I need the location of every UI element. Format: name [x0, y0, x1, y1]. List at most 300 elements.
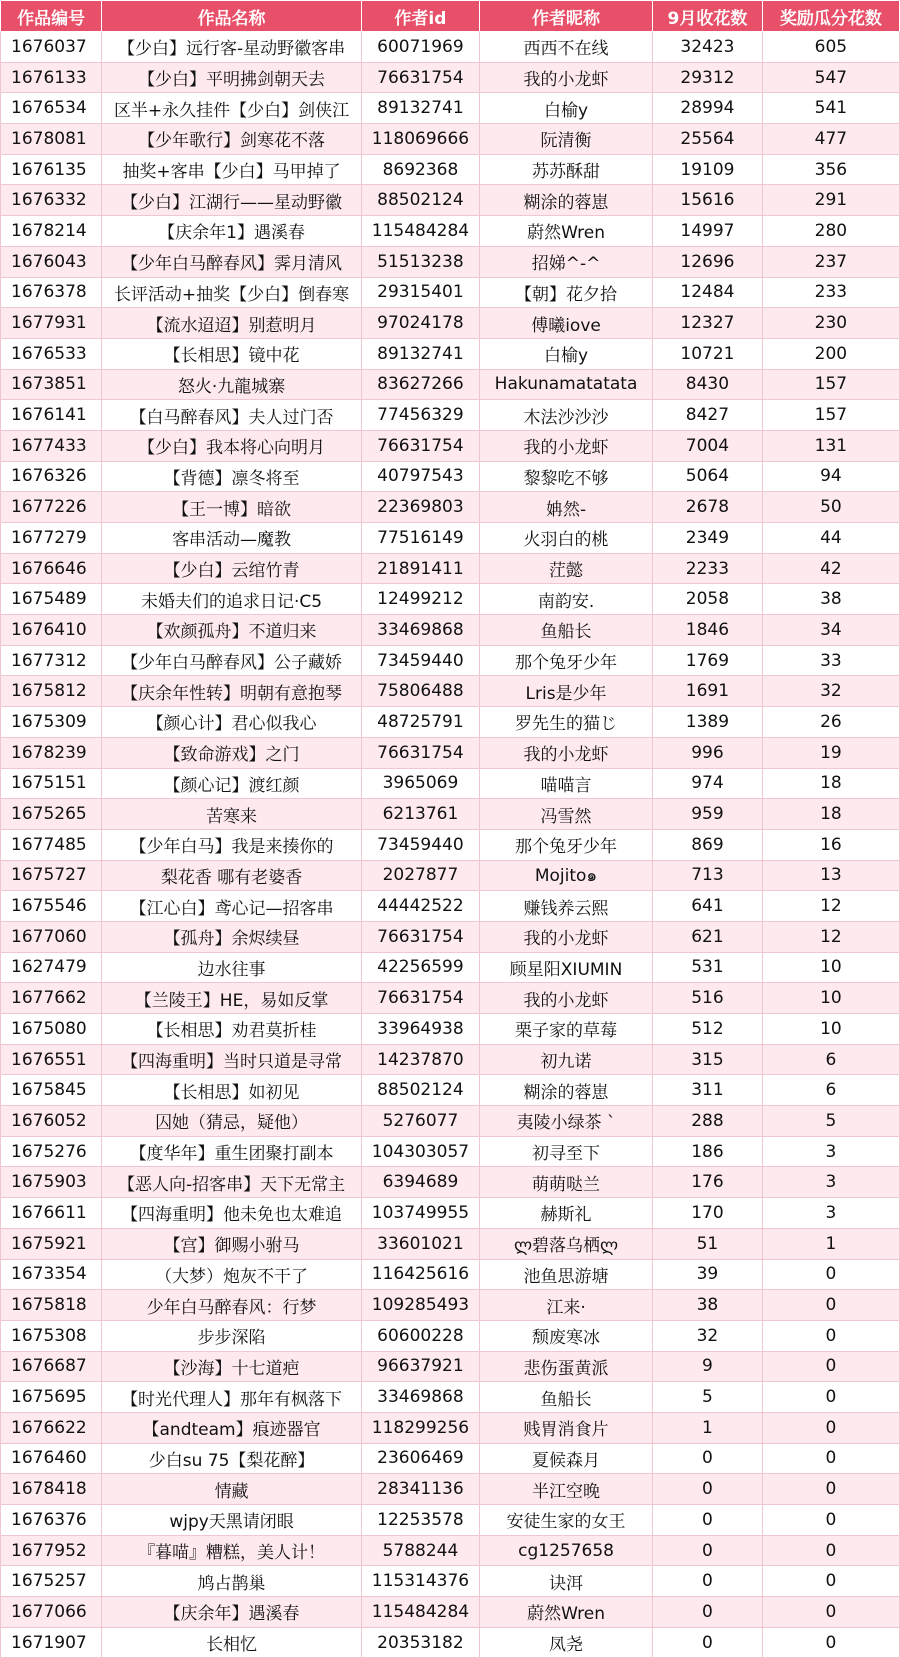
author-nickname-cell: 那个兔牙少年 — [480, 645, 653, 676]
table-row — [1, 983, 900, 1014]
reward-flowers-cell: 13 — [762, 860, 899, 891]
september-flowers-cell: 2349 — [653, 523, 763, 554]
author-id-cell: 73459440 — [361, 829, 479, 860]
table-row — [1, 584, 900, 615]
author-nickname-cell: 茳懿 — [480, 553, 653, 584]
table-row — [1, 308, 900, 339]
author-nickname-cell: 白榆y — [480, 338, 653, 369]
work-id-cell: 1676043 — [1, 246, 102, 277]
table-row — [1, 1290, 900, 1321]
work-id-cell: 1627479 — [1, 952, 102, 983]
reward-flowers-cell: 541 — [762, 93, 899, 124]
author-id-cell: 89132741 — [361, 93, 479, 124]
table-row — [1, 1443, 900, 1474]
work-id-cell: 1675308 — [1, 1320, 102, 1351]
table-row — [1, 1167, 900, 1198]
work-title-cell: 【少白】平明拂剑朝天去 — [102, 62, 362, 93]
author-nickname-cell: 罗先生的猫じ — [480, 707, 653, 738]
work-title-cell: 【孤舟】余烬续昼 — [102, 921, 362, 952]
author-id-cell: 104303057 — [361, 1136, 479, 1167]
work-title-cell: 【颜心记】渡红颜 — [102, 768, 362, 799]
reward-flowers-cell: 10 — [762, 952, 899, 983]
september-flowers-cell: 713 — [653, 860, 763, 891]
author-nickname-cell: Mojito๑ — [480, 860, 653, 891]
september-flowers-cell: 0 — [653, 1597, 763, 1628]
work-id-cell: 1676410 — [1, 615, 102, 646]
table-row — [1, 1474, 900, 1505]
work-id-cell: 1677485 — [1, 829, 102, 860]
reward-flowers-cell: 12 — [762, 891, 899, 922]
work-title-cell: 【江心白】鸢心记—招客串 — [102, 891, 362, 922]
reward-flowers-cell: 33 — [762, 645, 899, 676]
table-row — [1, 676, 900, 707]
september-flowers-cell: 0 — [653, 1505, 763, 1536]
work-id-cell: 1676135 — [1, 154, 102, 185]
author-id-cell: 51513238 — [361, 246, 479, 277]
work-id-cell: 1675080 — [1, 1014, 102, 1045]
author-id-cell: 96637921 — [361, 1351, 479, 1382]
work-id-cell: 1678214 — [1, 216, 102, 247]
work-title-cell: 【颜心计】君心似我心 — [102, 707, 362, 738]
work-id-cell: 1675276 — [1, 1136, 102, 1167]
work-title-cell: 步步深陷 — [102, 1320, 362, 1351]
work-title-cell: 【欢颜孤舟】不道归来 — [102, 615, 362, 646]
september-flowers-cell: 8430 — [653, 369, 763, 400]
september-flowers-cell: 516 — [653, 983, 763, 1014]
author-nickname-cell: 萌萌哒兰 — [480, 1167, 653, 1198]
author-nickname-cell: 火羽白的桃 — [480, 523, 653, 554]
table-row — [1, 1597, 900, 1628]
author-nickname-cell: 白榆y — [480, 93, 653, 124]
reward-flowers-cell: 34 — [762, 615, 899, 646]
table-header — [1, 1, 900, 32]
table-body — [1, 32, 900, 1658]
september-flowers-cell: 38 — [653, 1290, 763, 1321]
author-nickname-cell: 顾星阳XIUMIN — [480, 952, 653, 983]
work-title-cell: 未婚夫们的追求日记·C5 — [102, 584, 362, 615]
work-title-cell: 【长相思】劝君莫折桂 — [102, 1014, 362, 1045]
table-row — [1, 1320, 900, 1351]
work-id-cell: 1675489 — [1, 584, 102, 615]
reward-flowers-cell: 157 — [762, 400, 899, 431]
author-id-cell: 75806488 — [361, 676, 479, 707]
work-title-cell: 【庆余年1】遇溪春 — [102, 216, 362, 247]
header-work-id: 作品编号 — [1, 1, 102, 32]
september-flowers-cell: 8427 — [653, 400, 763, 431]
author-id-cell: 12499212 — [361, 584, 479, 615]
reward-flowers-cell: 605 — [762, 32, 899, 63]
september-flowers-cell: 176 — [653, 1167, 763, 1198]
work-title-cell: 【长相思】如初见 — [102, 1075, 362, 1106]
work-title-cell: 【四海重明】他未免也太难追 — [102, 1198, 362, 1229]
author-nickname-cell: cg1257658 — [480, 1535, 653, 1566]
author-nickname-cell: 初寻至下 — [480, 1136, 653, 1167]
work-id-cell: 1675265 — [1, 799, 102, 830]
author-id-cell: 21891411 — [361, 553, 479, 584]
reward-flowers-cell: 3 — [762, 1136, 899, 1167]
work-title-cell: 【宫】御赐小驸马 — [102, 1228, 362, 1259]
author-id-cell: 20353182 — [361, 1627, 479, 1658]
september-flowers-cell: 288 — [653, 1106, 763, 1137]
table-row — [1, 952, 900, 983]
author-nickname-cell: 傅曦iove — [480, 308, 653, 339]
reward-flowers-cell: 32 — [762, 676, 899, 707]
table-row — [1, 93, 900, 124]
table-row — [1, 154, 900, 185]
reward-flowers-cell: 12 — [762, 921, 899, 952]
table-row — [1, 523, 900, 554]
table-row — [1, 246, 900, 277]
september-flowers-cell: 531 — [653, 952, 763, 983]
reward-flowers-cell: 6 — [762, 1075, 899, 1106]
table-row — [1, 707, 900, 738]
september-flowers-cell: 2233 — [653, 553, 763, 584]
work-id-cell: 1676141 — [1, 400, 102, 431]
september-flowers-cell: 2058 — [653, 584, 763, 615]
reward-flowers-cell: 547 — [762, 62, 899, 93]
author-nickname-cell: Lris是少年 — [480, 676, 653, 707]
table-row — [1, 400, 900, 431]
table-row — [1, 216, 900, 247]
table-row — [1, 1535, 900, 1566]
author-nickname-cell: 鱼船长 — [480, 1382, 653, 1413]
work-title-cell: 【沙海】十七道疤 — [102, 1351, 362, 1382]
table-row — [1, 1505, 900, 1536]
table-row — [1, 1228, 900, 1259]
september-flowers-cell: 974 — [653, 768, 763, 799]
author-nickname-cell: 我的小龙虾 — [480, 921, 653, 952]
reward-flowers-cell: 0 — [762, 1443, 899, 1474]
table-row — [1, 1075, 900, 1106]
reward-flowers-cell: 237 — [762, 246, 899, 277]
work-title-cell: 『暮喵』糟糕，美人计！ — [102, 1535, 362, 1566]
author-id-cell: 60071969 — [361, 32, 479, 63]
september-flowers-cell: 186 — [653, 1136, 763, 1167]
reward-flowers-cell: 356 — [762, 154, 899, 185]
reward-flowers-cell: 50 — [762, 492, 899, 523]
september-flowers-cell: 12327 — [653, 308, 763, 339]
september-flowers-cell: 311 — [653, 1075, 763, 1106]
author-nickname-cell: 黎黎吃不够 — [480, 461, 653, 492]
september-flowers-cell: 1846 — [653, 615, 763, 646]
september-flowers-cell: 996 — [653, 737, 763, 768]
author-id-cell: 29315401 — [361, 277, 479, 308]
september-flowers-cell: 0 — [653, 1566, 763, 1597]
reward-flowers-cell: 291 — [762, 185, 899, 216]
work-id-cell: 1678239 — [1, 737, 102, 768]
work-title-cell: 长评活动+抽奖【少白】倒春寒 — [102, 277, 362, 308]
author-id-cell: 6394689 — [361, 1167, 479, 1198]
author-nickname-cell: 木法沙沙沙 — [480, 400, 653, 431]
september-flowers-cell: 15616 — [653, 185, 763, 216]
table-row — [1, 124, 900, 155]
work-id-cell: 1675695 — [1, 1382, 102, 1413]
work-id-cell: 1677312 — [1, 645, 102, 676]
table-row — [1, 615, 900, 646]
work-title-cell: 【庆余年性转】明朝有意抱琴 — [102, 676, 362, 707]
september-flowers-cell: 1 — [653, 1412, 763, 1443]
september-flowers-cell: 7004 — [653, 430, 763, 461]
september-flowers-cell: 9 — [653, 1351, 763, 1382]
work-id-cell: 1675845 — [1, 1075, 102, 1106]
author-id-cell: 73459440 — [361, 645, 479, 676]
table-row — [1, 1412, 900, 1443]
work-id-cell: 1676378 — [1, 277, 102, 308]
work-title-cell: 【时光代理人】那年有枫落下 — [102, 1382, 362, 1413]
reward-flowers-cell: 10 — [762, 983, 899, 1014]
september-flowers-cell: 39 — [653, 1259, 763, 1290]
work-id-cell: 1677279 — [1, 523, 102, 554]
author-nickname-cell: 诀洱 — [480, 1566, 653, 1597]
september-flowers-cell: 1769 — [653, 645, 763, 676]
table-row — [1, 1136, 900, 1167]
work-title-cell: 【少年白马】我是来揍你的 — [102, 829, 362, 860]
work-title-cell: 客串活动—魔教 — [102, 523, 362, 554]
author-nickname-cell: 南韵安. — [480, 584, 653, 615]
work-id-cell: 1676646 — [1, 553, 102, 584]
author-nickname-cell: 我的小龙虾 — [480, 983, 653, 1014]
september-flowers-cell: 869 — [653, 829, 763, 860]
author-nickname-cell: 贱胃消食片 — [480, 1412, 653, 1443]
header-row — [1, 1, 900, 32]
author-id-cell: 76631754 — [361, 430, 479, 461]
author-nickname-cell: 姌然- — [480, 492, 653, 523]
work-id-cell: 1676037 — [1, 32, 102, 63]
work-id-cell: 1676133 — [1, 62, 102, 93]
table-row — [1, 1259, 900, 1290]
author-nickname-cell: 夷陵小绿茶 ` — [480, 1106, 653, 1137]
author-id-cell: 22369803 — [361, 492, 479, 523]
reward-flowers-cell: 0 — [762, 1382, 899, 1413]
work-id-cell: 1676460 — [1, 1443, 102, 1474]
author-nickname-cell: 半江空晚 — [480, 1474, 653, 1505]
reward-flowers-cell: 94 — [762, 461, 899, 492]
table-row — [1, 768, 900, 799]
author-nickname-cell: 赫斯礼 — [480, 1198, 653, 1229]
work-id-cell: 1677931 — [1, 308, 102, 339]
header-september-flowers: 9月收花数 — [653, 1, 763, 32]
author-id-cell: 60600228 — [361, 1320, 479, 1351]
reward-flowers-cell: 26 — [762, 707, 899, 738]
table-row — [1, 645, 900, 676]
author-nickname-cell: 初九诺 — [480, 1044, 653, 1075]
work-title-cell: 【少年歌行】剑寒花不落 — [102, 124, 362, 155]
author-nickname-cell: 安徒生家的女王 — [480, 1505, 653, 1536]
work-title-cell: 【长相思】镜中花 — [102, 338, 362, 369]
work-id-cell: 1675546 — [1, 891, 102, 922]
author-id-cell: 42256599 — [361, 952, 479, 983]
author-id-cell: 12253578 — [361, 1505, 479, 1536]
reward-flowers-cell: 0 — [762, 1597, 899, 1628]
author-id-cell: 33601021 — [361, 1228, 479, 1259]
author-id-cell: 115484284 — [361, 216, 479, 247]
work-title-cell: 【兰陵王】HE，易如反掌 — [102, 983, 362, 1014]
september-flowers-cell: 1389 — [653, 707, 763, 738]
author-id-cell: 44442522 — [361, 891, 479, 922]
author-nickname-cell: 招娣^-^ — [480, 246, 653, 277]
table-row — [1, 338, 900, 369]
author-id-cell: 3965069 — [361, 768, 479, 799]
work-title-cell: 区半+永久挂件【少白】剑侠江 — [102, 93, 362, 124]
reward-flowers-cell: 3 — [762, 1198, 899, 1229]
table-row — [1, 1106, 900, 1137]
work-title-cell: 长相忆 — [102, 1627, 362, 1658]
reward-flowers-cell: 233 — [762, 277, 899, 308]
reward-flowers-cell: 42 — [762, 553, 899, 584]
reward-flowers-cell: 18 — [762, 768, 899, 799]
september-flowers-cell: 12696 — [653, 246, 763, 277]
author-nickname-cell: 冯雪然 — [480, 799, 653, 830]
author-id-cell: 14237870 — [361, 1044, 479, 1075]
author-nickname-cell: 凤尧 — [480, 1627, 653, 1658]
author-nickname-cell: 西西不在线 — [480, 32, 653, 63]
work-id-cell: 1675151 — [1, 768, 102, 799]
table-row — [1, 921, 900, 952]
author-id-cell: 115314376 — [361, 1566, 479, 1597]
work-id-cell: 1676533 — [1, 338, 102, 369]
september-flowers-cell: 0 — [653, 1535, 763, 1566]
september-flowers-cell: 315 — [653, 1044, 763, 1075]
work-id-cell: 1676332 — [1, 185, 102, 216]
author-id-cell: 97024178 — [361, 308, 479, 339]
reward-flowers-cell: 18 — [762, 799, 899, 830]
reward-flowers-cell: 3 — [762, 1167, 899, 1198]
reward-flowers-cell: 280 — [762, 216, 899, 247]
reward-flowers-cell: 16 — [762, 829, 899, 860]
september-flowers-cell: 621 — [653, 921, 763, 952]
september-flowers-cell: 51 — [653, 1228, 763, 1259]
author-id-cell: 76631754 — [361, 737, 479, 768]
author-id-cell: 33469868 — [361, 615, 479, 646]
work-title-cell: 怒火·九龍城寨 — [102, 369, 362, 400]
reward-flowers-cell: 0 — [762, 1351, 899, 1382]
work-id-cell: 1678418 — [1, 1474, 102, 1505]
author-nickname-cell: 我的小龙虾 — [480, 737, 653, 768]
work-title-cell: 【庆余年】遇溪春 — [102, 1597, 362, 1628]
work-id-cell: 1671907 — [1, 1627, 102, 1658]
work-title-cell: 【致命游戏】之门 — [102, 737, 362, 768]
work-title-cell: 【四海重明】当时只道是寻常 — [102, 1044, 362, 1075]
author-id-cell: 8692368 — [361, 154, 479, 185]
table-row — [1, 492, 900, 523]
table-row — [1, 430, 900, 461]
september-flowers-cell: 12484 — [653, 277, 763, 308]
reward-flowers-cell: 0 — [762, 1259, 899, 1290]
reward-flowers-cell: 5 — [762, 1106, 899, 1137]
author-nickname-cell: ლ碧落乌栖ლ — [480, 1228, 653, 1259]
author-nickname-cell: 池鱼思游塘 — [480, 1259, 653, 1290]
work-id-cell: 1675921 — [1, 1228, 102, 1259]
work-id-cell: 1676551 — [1, 1044, 102, 1075]
work-title-cell: 【背德】凛冬将至 — [102, 461, 362, 492]
header-work-title: 作品名称 — [102, 1, 362, 32]
author-id-cell: 77516149 — [361, 523, 479, 554]
header-reward-flowers: 奖励瓜分花数 — [762, 1, 899, 32]
reward-flowers-cell: 0 — [762, 1535, 899, 1566]
table-row — [1, 891, 900, 922]
work-title-cell: 少年白马醉春风：行梦 — [102, 1290, 362, 1321]
work-id-cell: 1677066 — [1, 1597, 102, 1628]
work-title-cell: 【少白】江湖行——星动野徽 — [102, 185, 362, 216]
september-flowers-cell: 170 — [653, 1198, 763, 1229]
september-flowers-cell: 32423 — [653, 32, 763, 63]
work-id-cell: 1677226 — [1, 492, 102, 523]
work-id-cell: 1676687 — [1, 1351, 102, 1382]
author-nickname-cell: Hakunamatatata — [480, 369, 653, 400]
work-title-cell: 囚她（猜忌，疑他） — [102, 1106, 362, 1137]
author-nickname-cell: 颓废寒冰 — [480, 1320, 653, 1351]
author-id-cell: 5788244 — [361, 1535, 479, 1566]
september-flowers-cell: 28994 — [653, 93, 763, 124]
table-row — [1, 461, 900, 492]
reward-flowers-cell: 200 — [762, 338, 899, 369]
work-id-cell: 1675818 — [1, 1290, 102, 1321]
september-flowers-cell: 19109 — [653, 154, 763, 185]
table-row — [1, 1198, 900, 1229]
author-id-cell: 2027877 — [361, 860, 479, 891]
work-id-cell: 1678081 — [1, 124, 102, 155]
author-id-cell: 6213761 — [361, 799, 479, 830]
author-nickname-cell: 苏苏酥甜 — [480, 154, 653, 185]
work-title-cell: 【少年白马醉春风】霁月清风 — [102, 246, 362, 277]
table-row — [1, 829, 900, 860]
reward-flowers-cell: 0 — [762, 1505, 899, 1536]
table-row — [1, 1566, 900, 1597]
work-id-cell: 1675727 — [1, 860, 102, 891]
work-title-cell: 【少白】远行客-星动野徽客串 — [102, 32, 362, 63]
september-flowers-cell: 32 — [653, 1320, 763, 1351]
work-title-cell: 【恶人向-招客串】天下无常主 — [102, 1167, 362, 1198]
author-id-cell: 28341136 — [361, 1474, 479, 1505]
work-id-cell: 1676611 — [1, 1198, 102, 1229]
work-title-cell: 少白su 75【梨花醉】 — [102, 1443, 362, 1474]
reward-flowers-cell: 131 — [762, 430, 899, 461]
reward-flowers-cell: 10 — [762, 1014, 899, 1045]
work-id-cell: 1675812 — [1, 676, 102, 707]
reward-flowers-cell: 0 — [762, 1474, 899, 1505]
september-flowers-cell: 5 — [653, 1382, 763, 1413]
work-title-cell: 【少白】云绾竹青 — [102, 553, 362, 584]
reward-flowers-cell: 0 — [762, 1627, 899, 1658]
work-id-cell: 1676376 — [1, 1505, 102, 1536]
author-id-cell: 109285493 — [361, 1290, 479, 1321]
header-author-id: 作者id — [361, 1, 479, 32]
september-flowers-cell: 959 — [653, 799, 763, 830]
work-id-cell: 1675257 — [1, 1566, 102, 1597]
table-row — [1, 369, 900, 400]
work-id-cell: 1675903 — [1, 1167, 102, 1198]
reward-flowers-cell: 230 — [762, 308, 899, 339]
author-nickname-cell: 蔚然Wren — [480, 1597, 653, 1628]
work-title-cell: 抽奖+客串【少白】马甲掉了 — [102, 154, 362, 185]
work-id-cell: 1676052 — [1, 1106, 102, 1137]
september-flowers-cell: 0 — [653, 1627, 763, 1658]
work-title-cell: 【度华年】重生团聚打副本 — [102, 1136, 362, 1167]
author-id-cell: 118069666 — [361, 124, 479, 155]
author-nickname-cell: 糊涂的蓉崽 — [480, 185, 653, 216]
work-id-cell: 1677433 — [1, 430, 102, 461]
author-id-cell: 5276077 — [361, 1106, 479, 1137]
september-flowers-cell: 25564 — [653, 124, 763, 155]
table-row — [1, 860, 900, 891]
reward-flowers-cell: 44 — [762, 523, 899, 554]
table-row — [1, 1382, 900, 1413]
reward-flowers-cell: 0 — [762, 1412, 899, 1443]
author-nickname-cell: 【朝】花夕拾 — [480, 277, 653, 308]
work-title-cell: 梨花香 哪有老婆香 — [102, 860, 362, 891]
author-nickname-cell: 喵喵言 — [480, 768, 653, 799]
work-title-cell: 边水往事 — [102, 952, 362, 983]
